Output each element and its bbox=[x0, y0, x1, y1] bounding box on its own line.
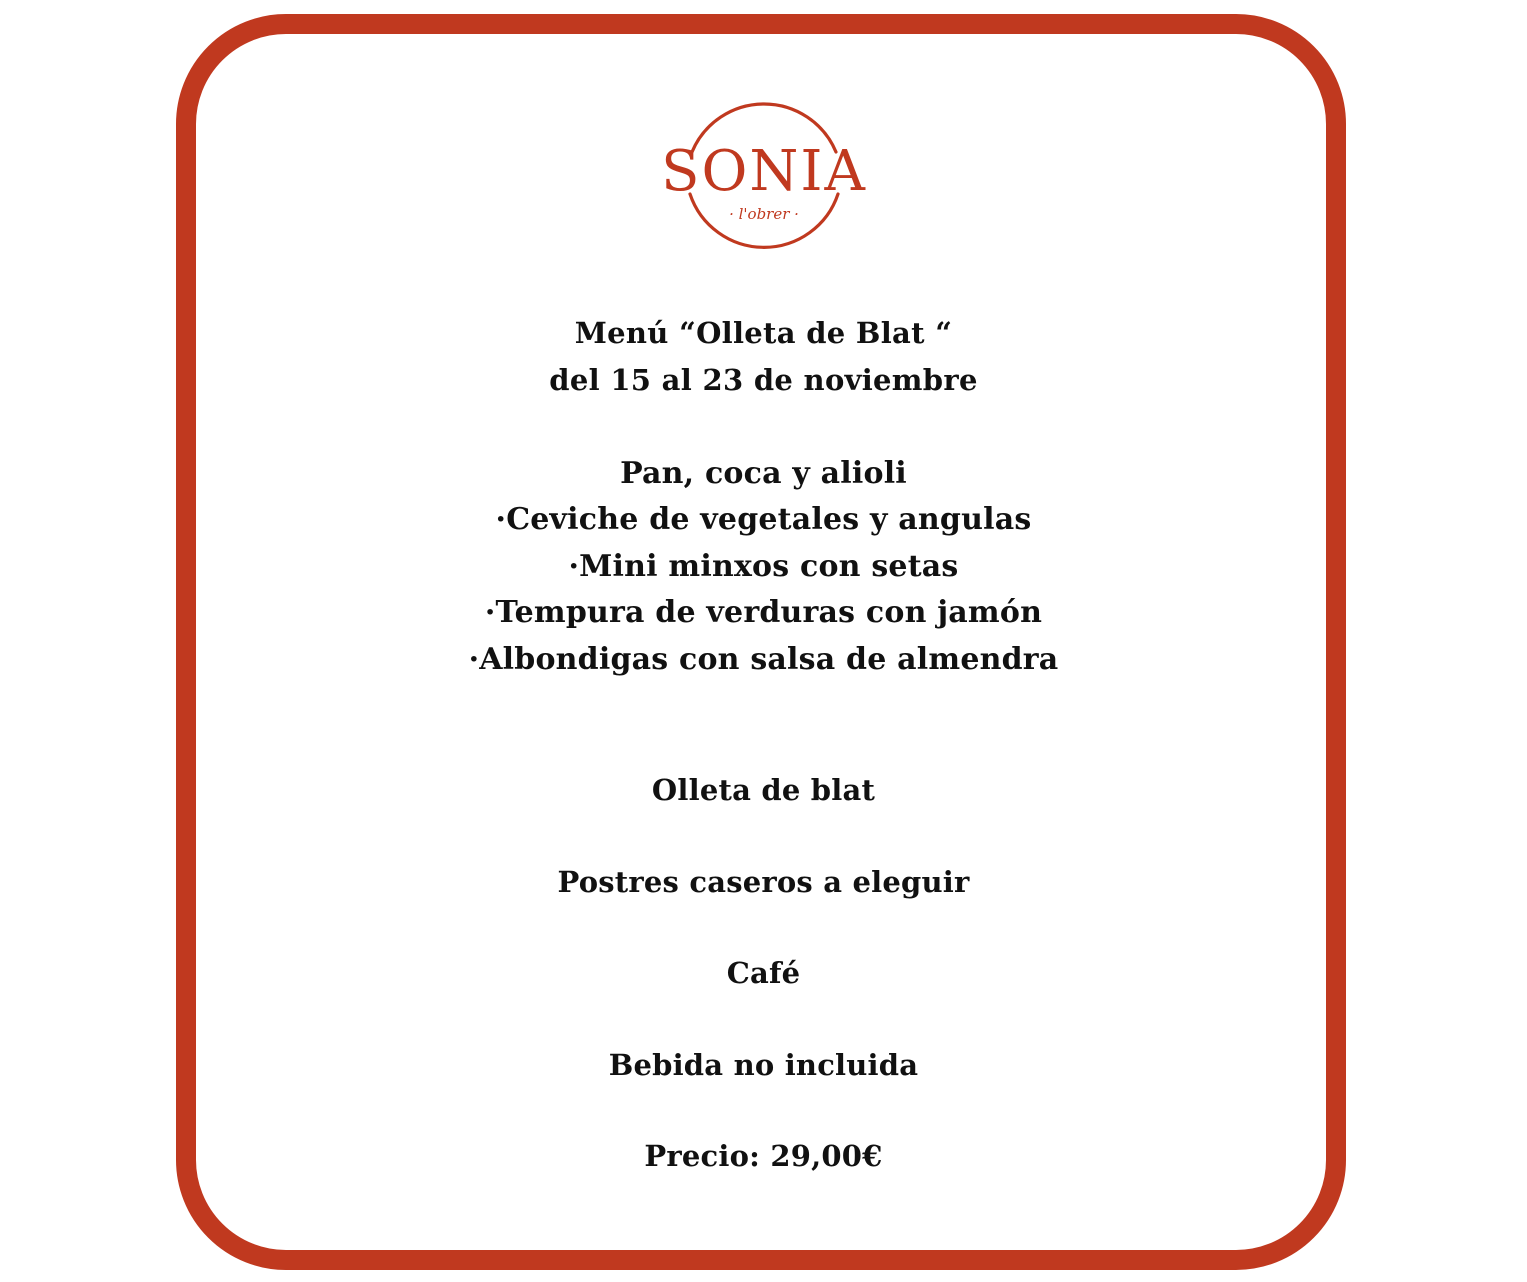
menu-title: Menú “Olleta de Blat “ bbox=[574, 316, 953, 350]
starter-item: ·Albondigas con salsa de almendra bbox=[468, 642, 1059, 677]
starter-item: ·Ceviche de vegetales y angulas bbox=[495, 502, 1032, 537]
svg-text:SONIA: SONIA bbox=[660, 139, 867, 204]
logo-graphic bbox=[644, 86, 884, 276]
starter-item: ·Tempura de verduras con jamón bbox=[484, 595, 1043, 630]
coffee-course: Café bbox=[726, 956, 801, 990]
svg-text:· l'obrer ·: · l'obrer · bbox=[728, 205, 799, 223]
main-course: Olleta de blat bbox=[651, 773, 876, 807]
sonia-lobrer-logo bbox=[644, 86, 884, 276]
menu-price: Precio: 29,00€ bbox=[644, 1139, 883, 1173]
dessert-course: Postres caseros a eleguir bbox=[557, 865, 970, 899]
drinks-note: Bebida no incluida bbox=[608, 1048, 919, 1082]
starter-item: ·Mini minxos con setas bbox=[568, 549, 959, 584]
menu-dates: del 15 al 23 de noviembre bbox=[549, 363, 978, 397]
bottom-crop-mask bbox=[0, 1272, 1527, 1282]
starter-item: Pan, coca y alioli bbox=[620, 456, 907, 491]
